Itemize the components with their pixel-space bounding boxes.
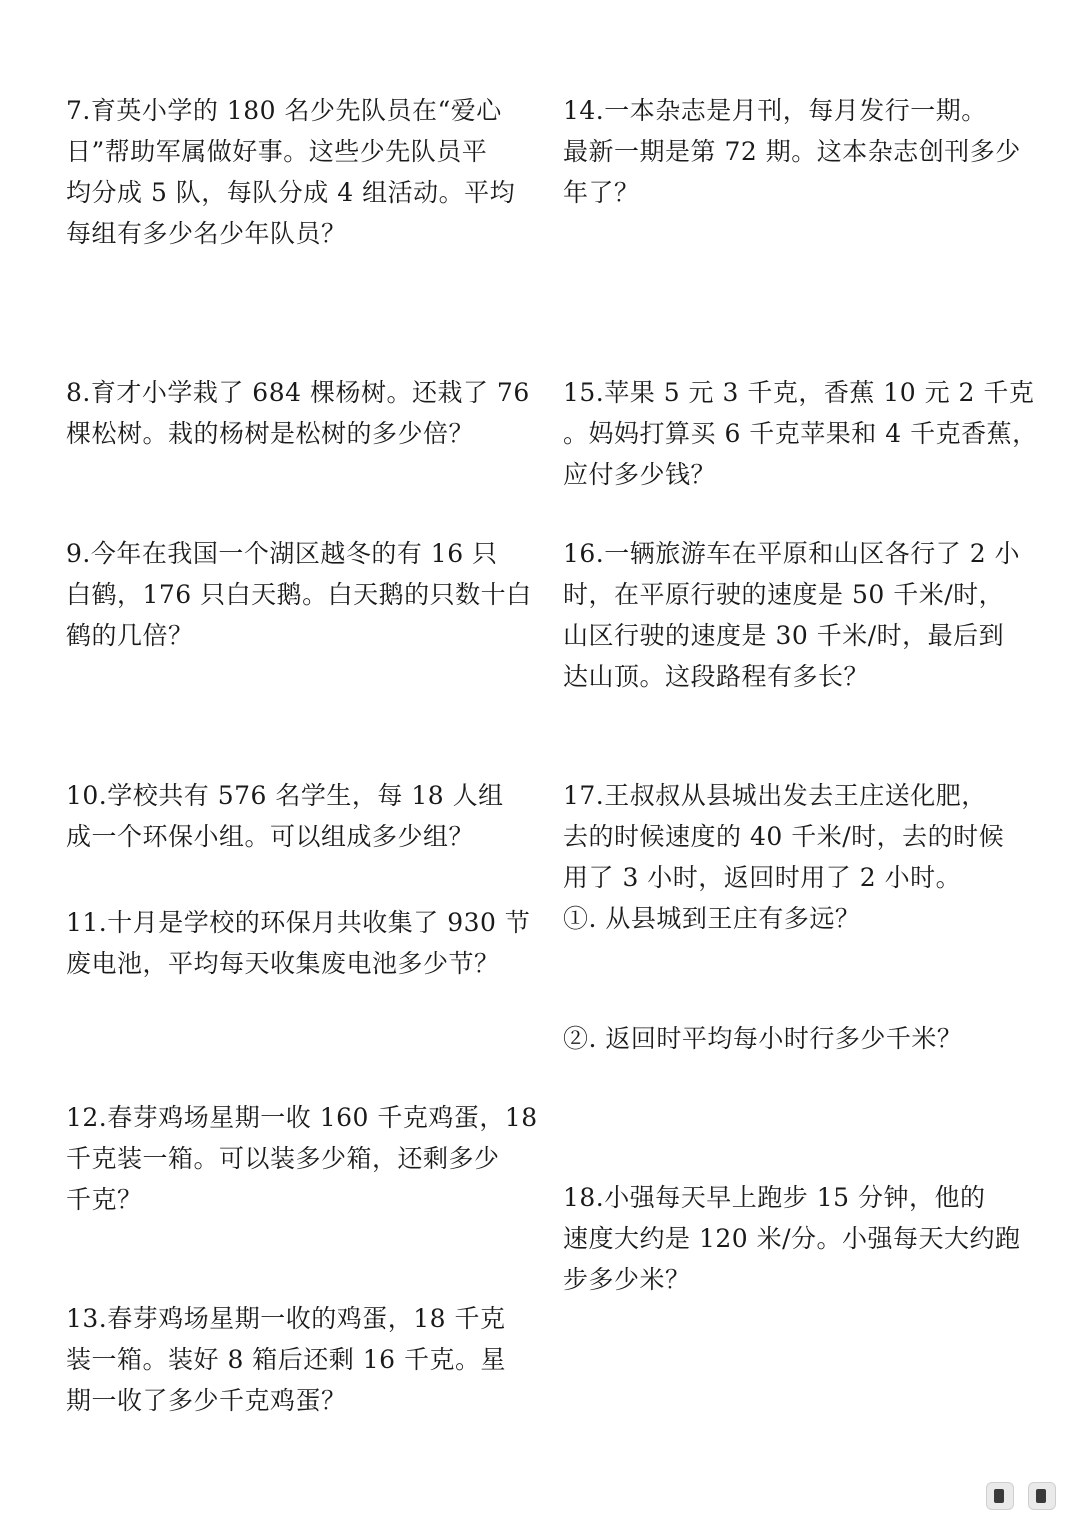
- problem-line: 棵松树。栽的杨树是松树的多少倍？: [66, 419, 475, 448]
- problem-line: 千克装一箱。可以装多少箱，还剩多少: [66, 1144, 500, 1173]
- watermark: [986, 1482, 1056, 1510]
- problem-line: 12.春芽鸡场星期一收 160 千克鸡蛋，18: [66, 1103, 538, 1132]
- problem-9: [66, 533, 536, 656]
- problem-7: [66, 90, 536, 254]
- problem-line: 年了？: [563, 178, 640, 207]
- problem-8: [66, 372, 536, 454]
- problem-line: 装一箱。装好 8 箱后还剩 16 千克。星: [66, 1345, 507, 1374]
- problem-line: 千克？: [66, 1185, 143, 1214]
- problem-line: 均分成 5 队，每队分成 4 组活动。平均: [66, 178, 516, 207]
- problem-line: 8.育才小学栽了 684 棵杨树。还栽了 76: [66, 378, 530, 407]
- problem-line: 步多少米？: [563, 1265, 691, 1294]
- problem-line: ①. 从县城到王庄有多远？: [563, 904, 861, 933]
- problem-17: [563, 775, 1033, 939]
- problem-line: 最新一期是第 72 期。这本杂志创刊多少: [563, 137, 1021, 166]
- problem-18: [563, 1177, 1033, 1300]
- problem-14: [563, 90, 1033, 213]
- problem-line: 10.学校共有 576 名学生，每 18 人组: [66, 781, 504, 810]
- problem-line: 用了 3 小时，返回时用了 2 小时。: [563, 863, 962, 892]
- problem-line: 。妈妈打算买 6 千克苹果和 4 千克香蕉，: [563, 419, 1038, 448]
- problem-line: 达山顶。这段路程有多长？: [563, 662, 870, 691]
- problem-line: 白鹤，176 只白天鹅。白天鹅的只数十白: [66, 580, 532, 609]
- problem-line: 成一个环保小组。可以组成多少组？: [66, 822, 475, 851]
- problem-11: [66, 902, 536, 984]
- problem-line: 鹤的几倍？: [66, 621, 194, 650]
- problem-line: 11.十月是学校的环保月共收集了 930 节: [66, 908, 531, 937]
- problem-12: [66, 1097, 536, 1220]
- problem-line: 15.苹果 5 元 3 千克，香蕉 10 元 2 千克: [563, 378, 1035, 407]
- problem-15: [563, 372, 1038, 495]
- problem-line: 时，在平原行驶的速度是 50 千米/时，: [563, 580, 1005, 609]
- problem-line: 应付多少钱？: [563, 460, 717, 489]
- problem-17-subquestion-2: ②. 返回时平均每小时行多少千米？: [563, 1024, 963, 1053]
- problem-line: 18.小强每天早上跑步 15 分钟，他的: [563, 1183, 986, 1212]
- problem-line: 速度大约是 120 米/分。小强每天大约跑: [563, 1224, 1021, 1253]
- watermark-icon: [986, 1482, 1014, 1510]
- problem-line: 16.一辆旅游车在平原和山区各行了 2 小: [563, 539, 1021, 568]
- problem-line: 废电池，平均每天收集废电池多少节？: [66, 949, 500, 978]
- problem-line: 每组有多少名少年队员？: [66, 219, 347, 248]
- problem-line: 日”帮助军属做好事。这些少先队员平: [66, 137, 488, 166]
- problem-line: 去的时候速度的 40 千米/时，去的时候: [563, 822, 1005, 851]
- problem-line: 山区行驶的速度是 30 千米/时，最后到: [563, 621, 1005, 650]
- problem-10: [66, 775, 536, 857]
- problem-line: 期一收了多少千克鸡蛋？: [66, 1386, 347, 1415]
- watermark-icon: [1028, 1482, 1056, 1510]
- problem-line: 13.春芽鸡场星期一收的鸡蛋，18 千克: [66, 1304, 506, 1333]
- problem-16: [563, 533, 1033, 697]
- problem-line: 17.王叔叔从县城出发去王庄送化肥，: [563, 781, 987, 810]
- problem-line: 9.今年在我国一个湖区越冬的有 16 只: [66, 539, 498, 568]
- problem-line: 14.一本杂志是月刊，每月发行一期。: [563, 96, 987, 125]
- problem-line: 7.育英小学的 180 名少先队员在“爱心: [66, 96, 502, 125]
- problem-13: [66, 1298, 536, 1421]
